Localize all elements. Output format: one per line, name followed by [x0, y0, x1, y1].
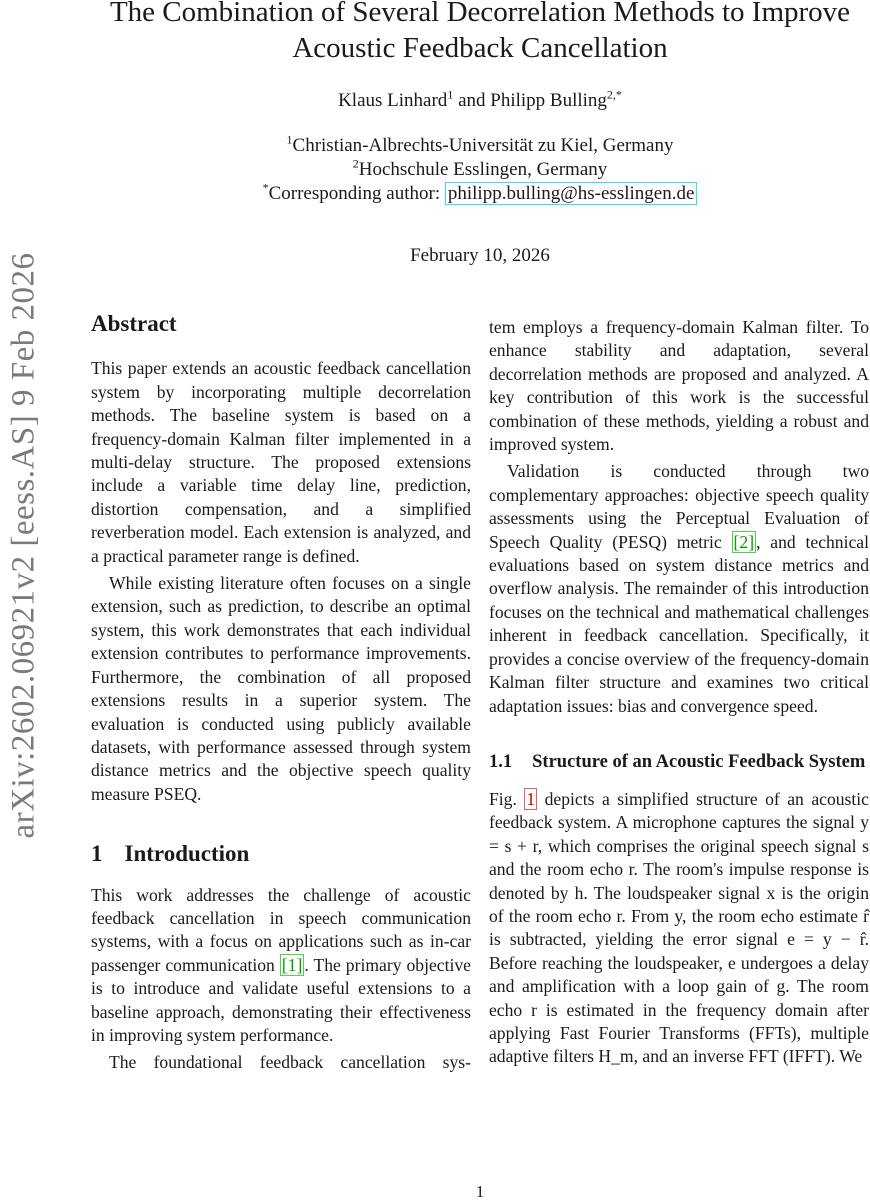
intro-p1-text-b: . The primary objective is to introduce and validate useful extensions to a baseline approach, demonstrating their effectiveness in improving system performance. [91, 954, 471, 1045]
title-line-1: The Combination of Several Decorrelation Methods to Improve [109, 0, 851, 28]
page-number: 1 [475, 1182, 485, 1201]
abstract-paragraph-1: This paper extends an acoustic feedback cancellation system by incorporating multiple decorrelation methods. The baseline system is based on a frequency-domain Kalman filter implemented in a multi-delay structure. The proposed extensions include a variable time delay line, prediction, distortion compensation, and a simplified reverberation model. Each extension is analyzed, and a practical parameter range is defined. [91, 358, 471, 566]
author-2-sup: 2,* [606, 87, 622, 102]
author-1-sup: 1 [447, 87, 454, 102]
email-link[interactable]: philipp.bulling@hs-esslingen.de [445, 182, 698, 205]
affiliation-1 [60, 134, 870, 158]
subsection-number: 1.1 [489, 751, 513, 772]
affiliation-2-text: Hochschule Esslingen, Germany [358, 159, 608, 180]
title-line-2: Acoustic Feedback Cancellation [292, 32, 668, 64]
affiliation-1-sup: 1 [286, 132, 293, 147]
intro-p1-text-a: This work addresses the challenge of acoustic feedback cancellation in speech communication systems, with a focus on applications such as in-car passenger communication [91, 884, 471, 975]
affiliations [60, 134, 870, 206]
fig-prefix: Fig. [489, 788, 525, 809]
citation-link-1[interactable]: [1] [281, 954, 303, 975]
paper-title [60, 0, 870, 66]
intro-p3-text-a: Validation is conducted through two complementary approaches: objective speech quality assessments using the Perceptual Evaluation of Speech Quality (PESQ) metric [489, 461, 869, 552]
author-conjunction: and [453, 90, 491, 111]
intro-paragraph-1 [91, 884, 471, 1048]
citation-link-2[interactable]: [2] [733, 531, 755, 552]
arxiv-identifier [2, 235, 46, 855]
affiliation-1-text: Christian-Albrechts-Universität zu Kiel, Germany [292, 135, 674, 156]
publication-date: February 10, 2026 [410, 245, 550, 266]
corresponding-author [60, 182, 870, 206]
corresponding-label: Corresponding author: [268, 183, 445, 204]
corresponding-sup: * [262, 180, 269, 195]
abstract-paragraph-2: While existing literature often focuses on a single extension, such as prediction, to describe an optimal system, this work demonstrates that each individual extension contributes to performance improvements. Furthermore, the combination of all proposed extensions results in a superior system. The evaluation is conducted using publicly available datasets, with performance assessed through system distance metrics and the objective speech quality measure PSEQ. [91, 573, 471, 804]
subsection-title: Structure of an Acoustic Feedback System [532, 751, 866, 772]
left-column [91, 308, 471, 1078]
author-2: Philipp Bulling [490, 90, 607, 111]
intro-paragraph-2-start: The foundational feedback cancellation sys- [109, 1052, 471, 1073]
abstract-heading: Abstract [91, 311, 177, 336]
intro-paragraph-2: tem employs a frequency-domain Kalman filter. To enhance stability and adaptation, several decorrelation methods are proposed and analyzed. A key contribution of this work is the successful combination of these methods, yielding a robust and improved system. [489, 317, 869, 455]
intro-paragraph-3 [489, 460, 869, 717]
section-title: Introduction [124, 841, 250, 867]
arxiv-identifier-text: arXiv:2602.06921v2 [eess.AS] 9 Feb 2026 [5, 252, 42, 838]
figure-link-1[interactable]: 1 [526, 788, 536, 809]
subsection-heading [489, 750, 869, 774]
author-1: Klaus Linhard [338, 90, 448, 111]
section-heading-introduction [91, 842, 471, 865]
section-number: 1 [91, 841, 103, 867]
author-list [60, 87, 870, 112]
subsection-p1-text: depicts a simplified structure of an acoustic feedback system. A microphone captures the signal y = s + r, which comprises the original speech signal s and the room echo r. The room's impulse response is denoted by h. The loudspeaker signal x is the origin of the room echo r. From y, the room echo estimate r̂ is subtracted, yielding the error signal e = y − r̂. Before reaching the loudspeaker, e undergoes a delay and amplification with a loop gain of g. The room echo r is estimated in the frequency domain after applying Fast Fourier Transforms (FFTs), multiple adaptive filters H_m, and an inverse FFT (IFFT). We [489, 788, 869, 1067]
affiliation-2-sup: 2 [352, 156, 359, 171]
right-column [489, 316, 869, 1073]
intro-p3-text-b: , and technical evaluations based on system distance metrics and overflow analysis. The remainder of this introduction focuses on the technical and mathematical challenges inherent in feedback cancellation. Specifically, it provides a concise overview of the frequency-domain Kalman filter structure and examines two critical adaptation issues: bias and convergence speed. [489, 531, 869, 716]
affiliation-2 [60, 158, 870, 182]
subsection-paragraph-1 [489, 788, 869, 1069]
